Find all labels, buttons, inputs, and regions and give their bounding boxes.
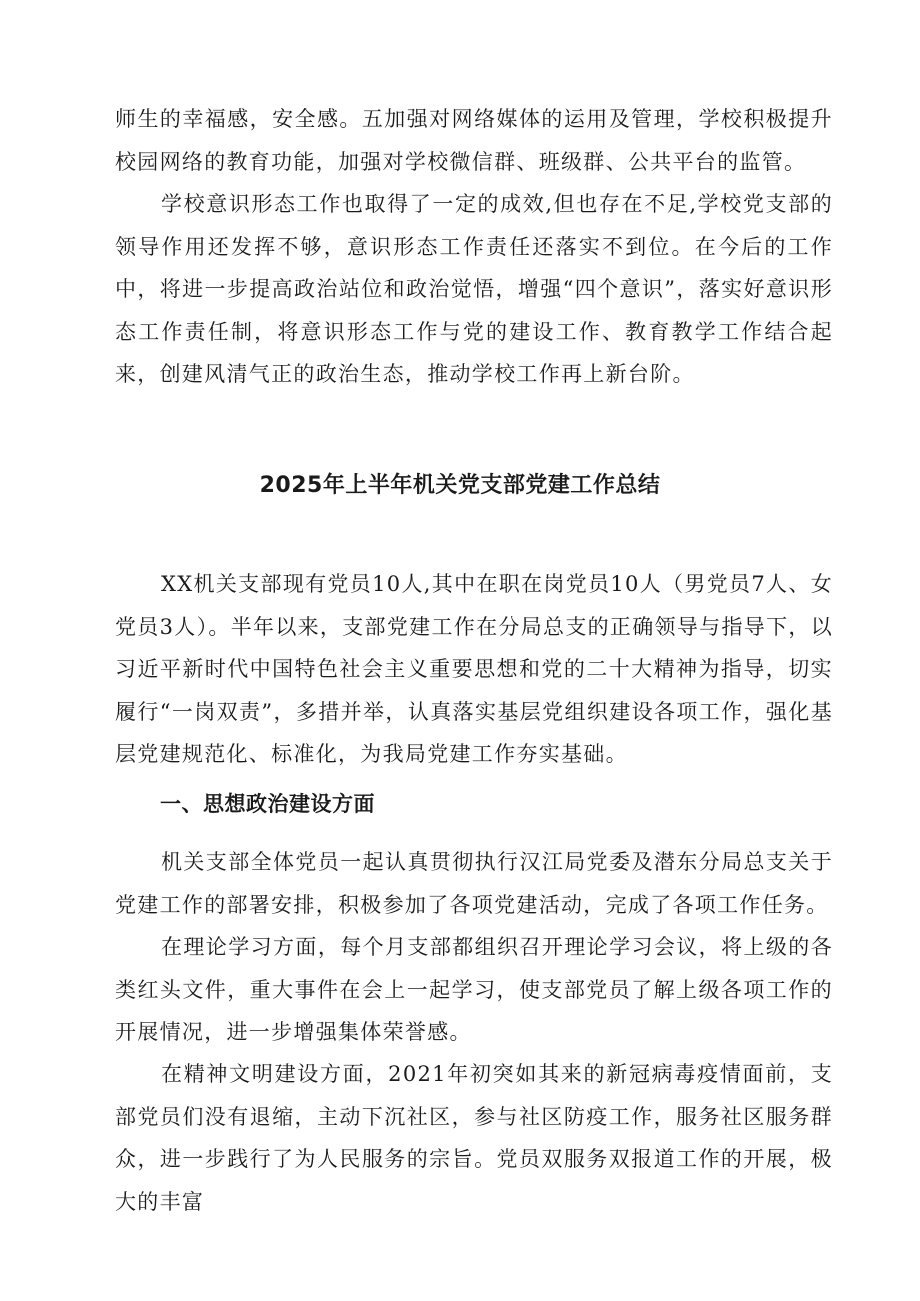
document-title: 2025年上半年机关党支部党建工作总结 <box>259 473 661 498</box>
ideology-summary-paragraph: 学校意识形态工作也取得了一定的成效,但也存在不足,学校党支部的领导作用还发挥不够，意识形态工作责任还落实不到位。在今后的工作中，将进一步提高政治站位和政治觉悟，增强“四个意识”，落实好意识形态工作责任制，将意识形态工作与党的建设工作、教育教学工作结合起来，创建风清气正的政治生态，推动学校工作再上新台阶。 <box>115 192 833 386</box>
section-heading: 一、思想政治建设方面 <box>160 792 375 816</box>
carryover-paragraph: 师生的幸福感，安全感。五加强对网络媒体的运用及管理，学校积极提升校园网络的教育功能，加强对学校微信群、班级群、公共平台的监管。 <box>115 107 833 174</box>
section-paragraph-implementation: 机关支部全体党员一起认真贯彻执行汉江局党委及潜东分局总支关于党建工作的部署安排，积极参加了各项党建活动，完成了各项工作任务。 <box>115 850 833 917</box>
intro-paragraph: XX机关支部现有党员10人,其中在职在岗党员10人（男党员7人、女党员3人）。半年以来，支部党建工作在分局总支的正确领导与指导下，以习近平新时代中国特色社会主义重要思想和党的二十大精神为指导，切实履行“一岗双责”，多措并举，认真落实基层党组织建设各项工作，强化基层党建规范化、标准化，为我局党建工作夯实基础。 <box>115 572 833 766</box>
section-paragraph-civilization: 在精神文明建设方面，2021年初突如其来的新冠病毒疫情面前，支部党员们没有退缩，主动下沉社区，参与社区防疫工作，服务社区服务群众，进一步践行了为人民服务的宗旨。党员双服务双报道工作的开展，极大的丰富 <box>115 1062 833 1214</box>
section-paragraph-theory-study: 在理论学习方面，每个月支部都组织召开理论学习会议，将上级的各类红头文件，重大事件在会上一起学习，使支部党员了解上级各项工作的开展情况，进一步增强集体荣誉感。 <box>115 935 833 1044</box>
